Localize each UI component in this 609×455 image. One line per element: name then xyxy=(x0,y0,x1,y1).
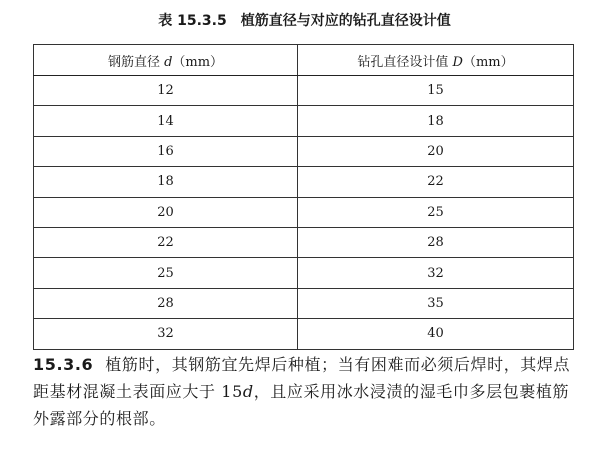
clause-symbol: d xyxy=(242,382,254,401)
cell-rebar-diameter: 32 xyxy=(34,319,298,349)
cell-rebar-diameter: 20 xyxy=(34,197,298,227)
table-row xyxy=(34,227,574,257)
cell-hole-diameter: 28 xyxy=(298,227,574,257)
cell-rebar-diameter: 22 xyxy=(34,227,298,257)
table-caption xyxy=(0,12,609,30)
table-row xyxy=(34,106,574,136)
table-row xyxy=(34,136,574,166)
table-row xyxy=(34,197,574,227)
clause-number: 15.3.6 xyxy=(33,355,94,374)
table-row xyxy=(34,76,574,106)
cell-hole-diameter: 18 xyxy=(298,106,574,136)
cell-hole-diameter: 35 xyxy=(298,288,574,318)
table-title: 植筋直径与对应的钻孔直径设计值 xyxy=(240,13,451,29)
cell-hole-diameter: 20 xyxy=(298,136,574,166)
cell-hole-diameter: 22 xyxy=(298,167,574,197)
cell-hole-diameter: 32 xyxy=(298,258,574,288)
cell-hole-diameter: 25 xyxy=(298,197,574,227)
cell-rebar-diameter: 14 xyxy=(34,106,298,136)
cell-rebar-diameter: 12 xyxy=(34,76,298,106)
cell-rebar-diameter: 16 xyxy=(34,136,298,166)
cell-hole-diameter: 40 xyxy=(298,319,574,349)
clause-paragraph xyxy=(33,351,583,432)
table-header-row xyxy=(34,45,574,76)
table-row xyxy=(34,167,574,197)
table-number: 表 15.3.5 xyxy=(158,13,227,29)
cell-rebar-diameter: 28 xyxy=(34,288,298,318)
cell-rebar-diameter: 25 xyxy=(34,258,298,288)
cell-hole-diameter: 15 xyxy=(298,76,574,106)
rebar-drilling-table xyxy=(33,44,574,350)
column-header-rebar-diameter: 钢筋直径 d（mm） xyxy=(34,45,298,76)
clause-text: 植筋时，其钢筋宜先焊后种植；当有困难而必须后焊时，其焊点距基材混凝土表面应大于 15 xyxy=(33,355,571,401)
table-row xyxy=(34,288,574,318)
clause-text-end: ，且应采用冰水浸渍的湿毛巾多层包裹植筋外露部分的根部。 xyxy=(33,382,570,428)
cell-rebar-diameter: 18 xyxy=(34,167,298,197)
table-row xyxy=(34,319,574,349)
column-header-hole-diameter: 钻孔直径设计值 D（mm） xyxy=(298,45,574,76)
table-body xyxy=(34,76,574,350)
table-row xyxy=(34,258,574,288)
